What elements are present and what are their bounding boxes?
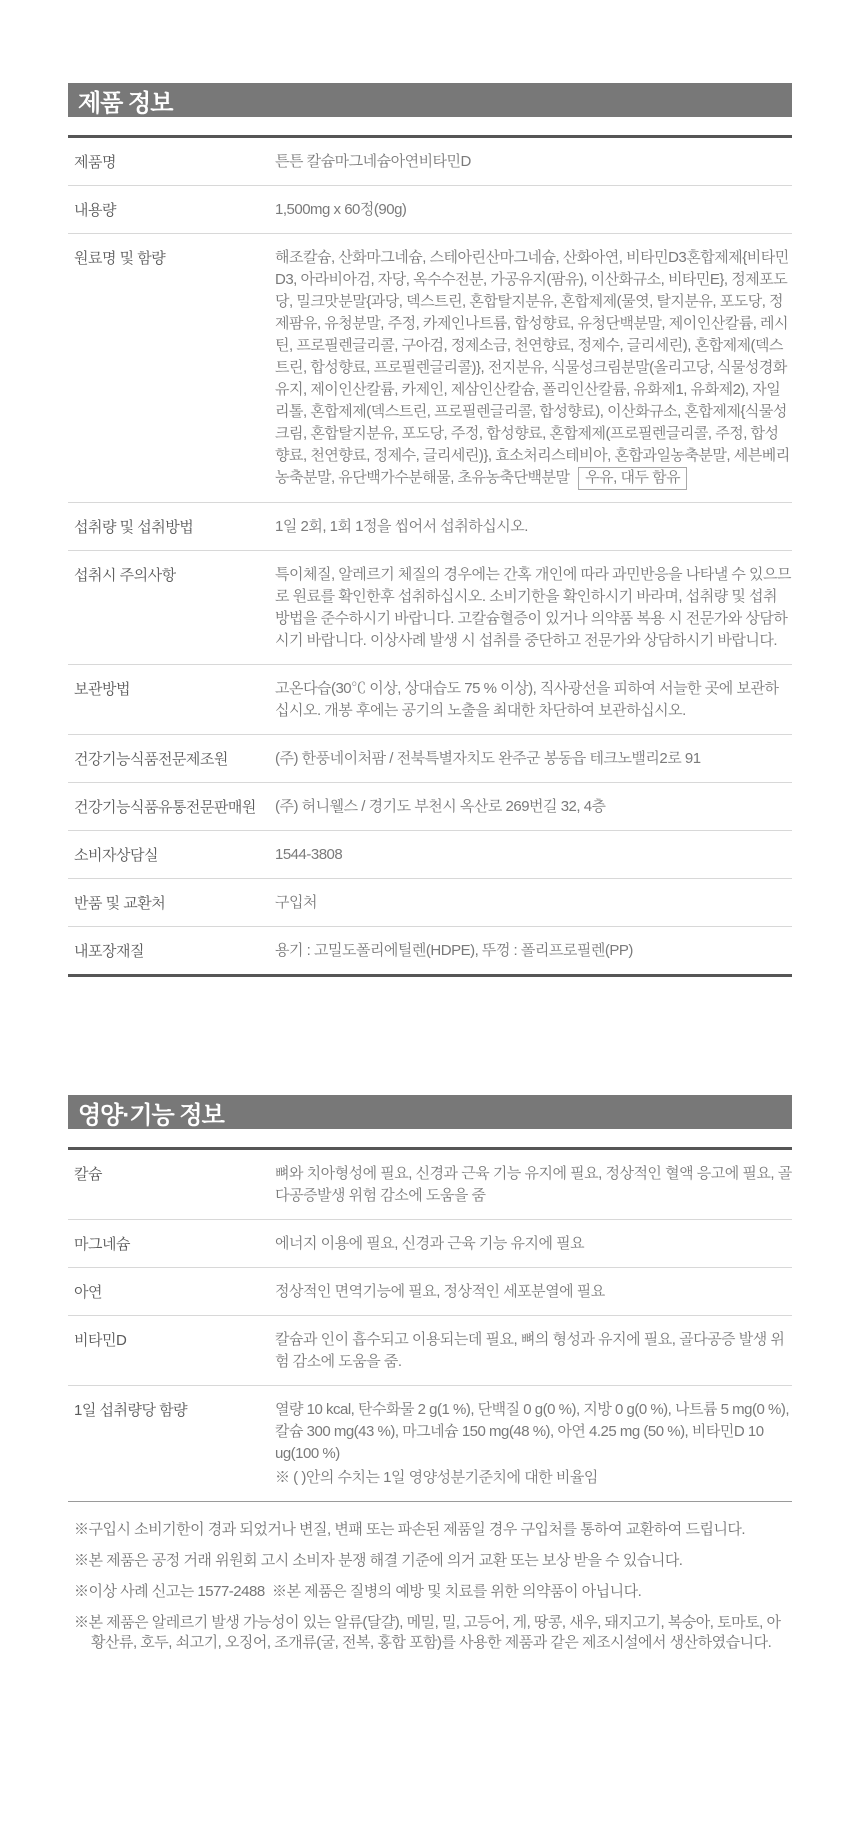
table-row (68, 783, 792, 831)
table-row (68, 927, 792, 974)
table-row (68, 735, 792, 783)
row-label: 제품명 (74, 154, 116, 171)
table-row (68, 138, 792, 186)
row-value: 튼튼 칼슘마그네슘아연비타민D (275, 153, 471, 170)
allergen-contains-badge: 우유, 대두 함유 (578, 467, 687, 490)
row-value: 용기 : 고밀도폴리에틸렌(HDPE), 뚜껑 : 폴리프로필렌(PP) (275, 942, 633, 959)
nutrition-info-header-bar (68, 1095, 792, 1129)
row-value: 고온다습(30℃ 이상, 상대습도 75 % 이상), 직사광선을 피하여 서늘한 곳에 보관하십시오. 개봉 후에는 공기의 노출을 최대한 차단하여 보관하십시오. (275, 680, 779, 719)
product-info-table (68, 135, 792, 977)
table-row (68, 503, 792, 551)
table-row (68, 665, 792, 735)
row-value: 뼈와 치아형성에 필요, 신경과 근육 기능 유지에 필요, 정상적인 혈액 응고에 필요, 골다공증발생 위험 감소에 도움을 줌 (275, 1165, 792, 1204)
nutrition-info-title: 영양·기능 정보 (78, 1101, 224, 1129)
row-label: 소비자상담실 (74, 847, 158, 864)
table-row (68, 234, 792, 503)
row-label: 1일 섭취량당 함량 (74, 1402, 188, 1419)
row-value: (주) 허니웰스 / 경기도 부천시 옥산로 269번길 32, 4층 (275, 798, 606, 815)
product-info-section (68, 83, 792, 977)
row-label: 마그네슘 (74, 1236, 130, 1253)
row-label: 비타민D (74, 1332, 127, 1349)
table-row (68, 1316, 792, 1386)
table-row (68, 1150, 792, 1220)
row-label: 아연 (74, 1284, 102, 1301)
row-value: 칼슘과 인이 흡수되고 이용되는데 필요, 뼈의 형성과 유지에 필요, 골다공증 발생 위험 감소에 도움을 줌. (275, 1331, 785, 1370)
row-value: 1544-3808 (275, 846, 343, 863)
row-value: 특이체질, 알레르기 체질의 경우에는 간혹 개인에 따라 과민반응을 나타낼 수 있으므로 원료를 확인한후 섭취하십시오. 소비기한을 확인하시기 바라며, 섭취량 및 섭취 방법을 준수하시기 바랍니다. 고칼슘혈증이 있거나 의약품 복용 시 전문가와 상담하시기 바랍니다. 이상사례 발생 시 섭취를 중단하고 전문가와 상담하시기 바랍니다. (275, 566, 792, 649)
nutrition-info-section (68, 1095, 792, 1502)
row-label: 내포장재질 (74, 943, 144, 960)
table-row (68, 186, 792, 234)
row-value: 열량 10 kcal, 탄수화물 2 g(1 %), 단백질 0 g(0 %), 지방 0 g(0 %), 나트륨 5 mg(0 %), 칼슘 300 mg(43 %), 마그네슘 150 mg(48 %), 아연 4.25 mg (50 %), 비타민D 10 ug(100 %) ※ ( )안의 수치는 1일 영양성분기준치에 대한 비율임 (275, 1399, 792, 1489)
row-value: (주) 한풍네이처팜 / 전북특별자치도 완주군 봉동읍 테크노밸리2로 91 (275, 750, 701, 767)
table-row (68, 1386, 792, 1502)
row-value: 해조칼슘, 산화마그네슘, 스테아린산마그네슘, 산화아연, 비타민D3혼합제제{비타민D3, 아라비아검, 자당, 옥수수전분, 가공유지(팜유), 이산화규소, 비타민E}, 정제포도당, 밀크맛분말{과당, 덱스트린, 혼합탈지분유, 혼합제제(물엿, 탈지분유, 포도당, 정제팜유, 유청분말, 주정, 카제인나트륨, 합성향료, 유청단백분말, 제이인산칼륨, 레시틴, 프로필렌글리콜, 구아검, 정제소금, 천연향료, 정제수, 글리세린), 혼합제제(덱스트린, 합성향료, 프로필렌글리콜)}, 전지분유, 식물성크림분말(올리고당, 식물성경화유지, 제이인산칼륨, 카제인, 제삼인산칼슘, 폴리인산칼륨, 유화제1, 유화제2), 자일리톨, 혼합제제(덱스트린, 프로필렌글리콜, 합성향료), 이산화규소, 혼합제제{식물성크림, 혼합탈지분유, 포도당, 주정, 합성향료, 혼합제제(프로필렌글리콜, 주정, 합성향료, 천연향료, 정제수, 글리세린)}, 효소처리스테비아, 혼합과일농축분말, 세븐베리농축분말, 유단백가수분해물, 초유농축단백분말 우유, 대두 함유 (275, 247, 792, 490)
product-info-title: 제품 정보 (78, 89, 173, 117)
row-label: 칼슘 (74, 1166, 102, 1183)
footnotes (68, 1520, 792, 1653)
row-label: 건강기능식품유통전문판매원 (74, 799, 256, 816)
footnote: ※구입시 소비기한이 경과 되었거나 변질, 변패 또는 파손된 제품일 경우 구입처를 통하여 교환하여 드립니다. (74, 1521, 746, 1538)
daily-value-note: ※ ( )안의 수치는 1일 영양성분기준치에 대한 비율임 (275, 1469, 598, 1486)
row-label: 섭취량 및 섭취방법 (74, 519, 194, 536)
product-info-header-bar (68, 83, 792, 117)
row-value: 에너지 이용에 필요, 신경과 근육 기능 유지에 필요 (275, 1235, 585, 1252)
footnote: ※본 제품은 공정 거래 위원회 고시 소비자 분쟁 해결 기준에 의거 교환 또는 보상 받을 수 있습니다. (74, 1552, 683, 1569)
row-label: 내용량 (74, 202, 116, 219)
nutrition-info-table (68, 1147, 792, 1502)
row-value: 정상적인 면역기능에 필요, 정상적인 세포분열에 필요 (275, 1283, 605, 1300)
row-label: 반품 및 교환처 (74, 895, 166, 912)
table-row (68, 831, 792, 879)
table-row (68, 879, 792, 927)
row-value: 1,500mg x 60정(90g) (275, 201, 407, 218)
footnote: ※본 제품은 알레르기 발생 가능성이 있는 알류(달걀), 메밀, 밀, 고등어, 게, 땅콩, 새우, 돼지고기, 복숭아, 토마토, 아황산류, 호두, 쇠고기, 오징어, 조개류(굴, 전복, 홍합 포함)를 사용한 제품과 같은 제조시설에서 생산하였습니다. (74, 1614, 781, 1651)
row-value: 구입처 (275, 894, 317, 911)
row-label: 보관방법 (74, 681, 130, 698)
row-value: 1일 2회, 1회 1정을 씹어서 섭취하십시오. (275, 518, 528, 535)
row-label: 섭취시 주의사항 (74, 567, 176, 584)
row-label: 건강기능식품전문제조원 (74, 751, 228, 768)
footnote: ※이상 사례 신고는 1577-2488 ※본 제품은 질병의 예방 및 치료를 위한 의약품이 아닙니다. (74, 1583, 642, 1600)
table-row (68, 1268, 792, 1316)
row-label: 원료명 및 함량 (74, 250, 166, 267)
table-row (68, 1220, 792, 1268)
table-row (68, 551, 792, 665)
